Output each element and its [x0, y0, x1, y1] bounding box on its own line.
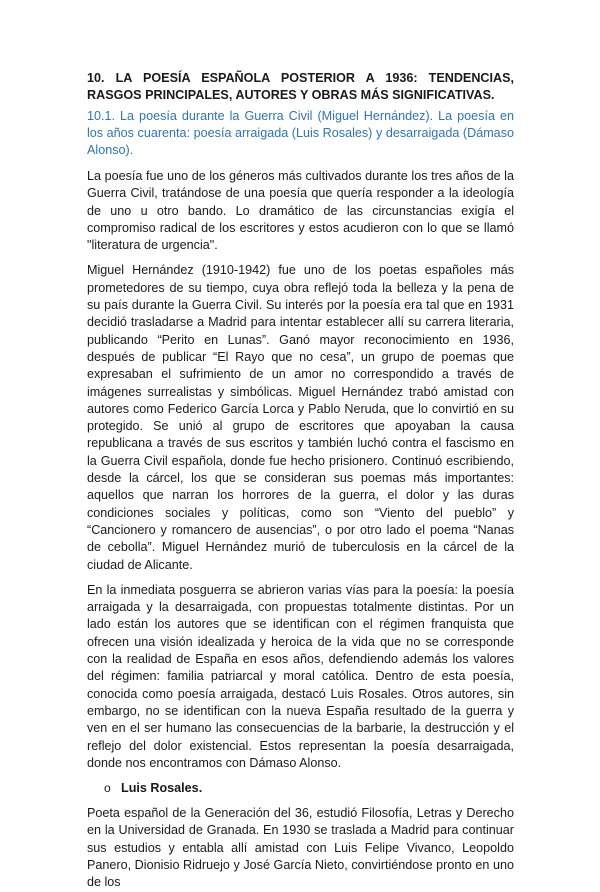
paragraph-luis-rosales: Poeta español de la Generación del 36, estudió Filosofía, Letras y Derecho en la Universidad de Granada. En 1930 se traslada a Madrid para continuar sus estudios y entabla allí amistad con Luis Felipe Vivanco, Leopoldo Panero, Dionisio Ridruejo y José García Nieto, convirtiéndose pronto en uno de los	[87, 806, 514, 890]
bullet-label: Luis Rosales.	[121, 781, 203, 796]
paragraph-posguerra: En la inmediata posguerra se abrieron varias vías para la poesía: la poesía arraigada y la desarraigada, con propuestas totalmente distintas. Por un lado están los autores que se identifican con el régimen franquista que ofrecen una visión idealizada y heroica de la vida que no se corresponde con la realidad de España en esos años, defendiendo además los valores del régimen: familia patriarcal y moral católica. Dentro de esta poesía, conocida como poesía arraigada, destacó Luis Rosales. Otros autores, sin embargo, no se identifican con la nueva España resultado de la guerra y ven en el ser humano las consecuencias de la barbarie, la destrucción y el reflejo del dolor existencial. Estos representan la poesía desarraigada, donde nos encontramos con Dámaso Alonso.	[87, 582, 514, 770]
bullet-luis-rosales	[104, 780, 514, 797]
bullet-marker: o	[104, 781, 111, 796]
section-heading: 10. LA POESÍA ESPAÑOLA POSTERIOR A 1936: TENDENCIAS, RASGOS PRINCIPALES, AUTORES Y OBRAS MÁS SIGNIFICATIVAS.	[87, 71, 514, 102]
subsection-heading: 10.1. La poesía durante la Guerra Civil (Miguel Hernández). La poesía en los años cuarenta: poesía arraigada (Luis Rosales) y desarraigada (Dámaso Alonso).	[87, 109, 514, 157]
paragraph-miguel-hernandez: Miguel Hernández (1910-1942) fue uno de los poetas españoles más prometedores de su tiempo, cuya obra reflejó toda la belleza y la pena de su país durante la Guerra Civil. Su interés por la poesía era tal que en 1931 decidió trasladarse a Madrid para intentar establecer allí su carrera literaria, publicando “Perito en Lunas”. Ganó mayor reconocimiento en 1936, después de publicar “El Rayo que no cesa”, un grupo de poemas que expresaban el sufrimiento de un amor no correspondido a través de imágenes surrealistas y simbólicas. Miguel Hernández trabó amistad con autores como Federico García Lorca y Pablo Neruda, que lo convirtió en su protegido. Se unió al grupo de escritores que apoyaban la causa republicana a través de sus escritos y también luchó contra el fascismo en la Guerra Civil española, donde fue hecho prisionero. Continuó escribiendo, desde la cárcel, los que se consideran sus poemas más importantes: aquellos que narran los horrores de la guerra, el dolor y las duras condiciones sociales y políticas, como son “Viento del pueblo” y “Cancionero y romancero de ausencias”, o por otro lado el poema “Nanas de cebolla”. Miguel Hernández murió de tuberculosis en la cárcel de la ciudad de Alicante.	[87, 263, 514, 572]
paragraph-intro: La poesía fue uno de los géneros más cultivados durante los tres años de la Guerra Civil, tratándose de una poesía que quería responder a la ideología de uno u otro bando. Lo dramático de las circunstancias exigía el compromiso radical de los escritores y estos acudieron con lo que se llamó "literatura de urgencia".	[87, 169, 514, 253]
